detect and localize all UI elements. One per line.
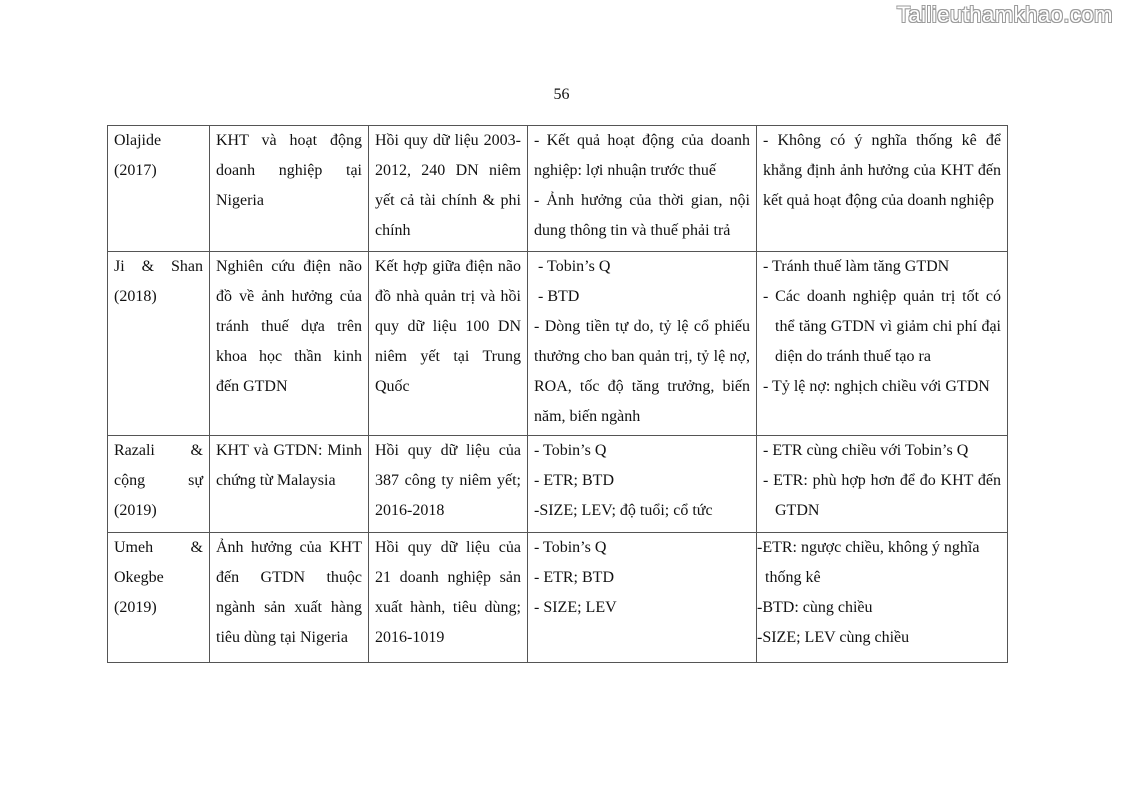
variables-cell — [528, 252, 757, 436]
method-cell: Hồi quy dữ liệu 2003-2012, 240 DN niêm yết cả tài chính & phi chính — [369, 126, 528, 252]
method-cell: Hồi quy dữ liệu của 21 doanh nghiệp sản xuất hành, tiêu dùng; 2016-1019 — [369, 533, 528, 663]
variables-cell — [528, 126, 757, 252]
author-line: Ji & Shan — [114, 258, 203, 275]
topic-cell: Ảnh hưởng của KHT đến GTDN thuộc ngành sản xuất hàng tiêu dùng tại Nigeria — [210, 533, 369, 663]
result-item: - ETR cùng chiều với Tobin’s Q — [763, 442, 969, 459]
author-line: Olajide — [114, 132, 162, 149]
result-item: - ETR: phù hợp hơn để đo KHT đến GTDN — [763, 472, 1001, 519]
author-line: Okegbe — [114, 569, 164, 586]
variable-item: - Tobin’s Q — [534, 442, 607, 459]
result-item: - Không có ý nghĩa thống kê để khẳng định ảnh hưởng của KHT đến kết quả hoạt động của doanh nghiệp — [763, 132, 1001, 209]
author-cell — [108, 533, 210, 663]
table-row — [108, 436, 1008, 533]
watermark: Tailieuthamkhao.com — [896, 2, 1113, 27]
author-line: (2019) — [114, 599, 157, 616]
variable-item: -SIZE; LEV; độ tuổi; cổ tức — [534, 502, 713, 519]
author-line: Umeh & — [114, 539, 203, 556]
method-cell: Hồi quy dữ liệu của 387 công ty niêm yết; 2016-2018 — [369, 436, 528, 533]
results-cell — [757, 126, 1008, 252]
results-cell — [757, 436, 1008, 533]
page-number: 56 — [553, 86, 570, 103]
variables-cell — [528, 436, 757, 533]
results-cell — [757, 252, 1008, 436]
result-item: -SIZE; LEV cùng chiều — [757, 629, 910, 646]
author-line: (2018) — [114, 288, 157, 305]
author-cell — [108, 252, 210, 436]
topic-cell: KHT và hoạt động doanh nghiệp tại Nigeria — [210, 126, 369, 252]
author-line: Razali & — [114, 442, 203, 459]
variable-item: - Tobin’s Q — [534, 539, 607, 556]
variable-item: - Kết quả hoạt động của doanh nghiệp: lợi nhuận trước thuế — [534, 132, 750, 179]
author-line: (2019) — [114, 502, 157, 519]
variable-item: - Tobin’s Q — [538, 258, 611, 275]
table-row — [108, 126, 1008, 252]
variable-item: - Ảnh hưởng của thời gian, nội dung thông tin và thuế phải trả — [534, 192, 750, 239]
literature-review-table — [107, 125, 1008, 663]
result-item: - Tránh thuế làm tăng GTDN — [763, 258, 950, 275]
variable-item: - Dòng tiền tự do, tỷ lệ cổ phiếu thưởng cho ban quản trị, tỷ lệ nợ, ROA, tốc độ tăng trưởng, biến năm, biến ngành — [534, 318, 750, 425]
variable-item: - BTD — [538, 288, 580, 305]
author-line: (2017) — [114, 162, 157, 179]
variables-cell — [528, 533, 757, 663]
result-item: - Các doanh nghiệp quản trị tốt có thể tăng GTDN vì giảm chi phí đại diện do tránh thuế tạo ra — [763, 288, 1001, 365]
results-cell — [757, 533, 1008, 663]
variable-item: - ETR; BTD — [534, 569, 614, 586]
table-row — [108, 252, 1008, 436]
result-item: -ETR: ngược chiều, không ý nghĩa thống kê — [757, 539, 980, 586]
author-cell — [108, 436, 210, 533]
topic-cell: Nghiên cứu điện não đồ về ảnh hưởng của tránh thuế dựa trên khoa học thần kinh đến GTDN — [210, 252, 369, 436]
variable-item: - ETR; BTD — [534, 472, 614, 489]
method-cell: Kết hợp giữa điện não đồ nhà quản trị và hồi quy dữ liệu 100 DN niêm yết tại Trung Quốc — [369, 252, 528, 436]
author-line: cộng sự — [114, 472, 203, 489]
table-row — [108, 533, 1008, 663]
author-cell — [108, 126, 210, 252]
result-item: -BTD: cùng chiều — [757, 599, 873, 616]
result-item: - Tỷ lệ nợ: nghịch chiều với GTDN — [763, 378, 990, 395]
topic-cell: KHT và GTDN: Minh chứng từ Malaysia — [210, 436, 369, 533]
variable-item: - SIZE; LEV — [534, 599, 617, 616]
